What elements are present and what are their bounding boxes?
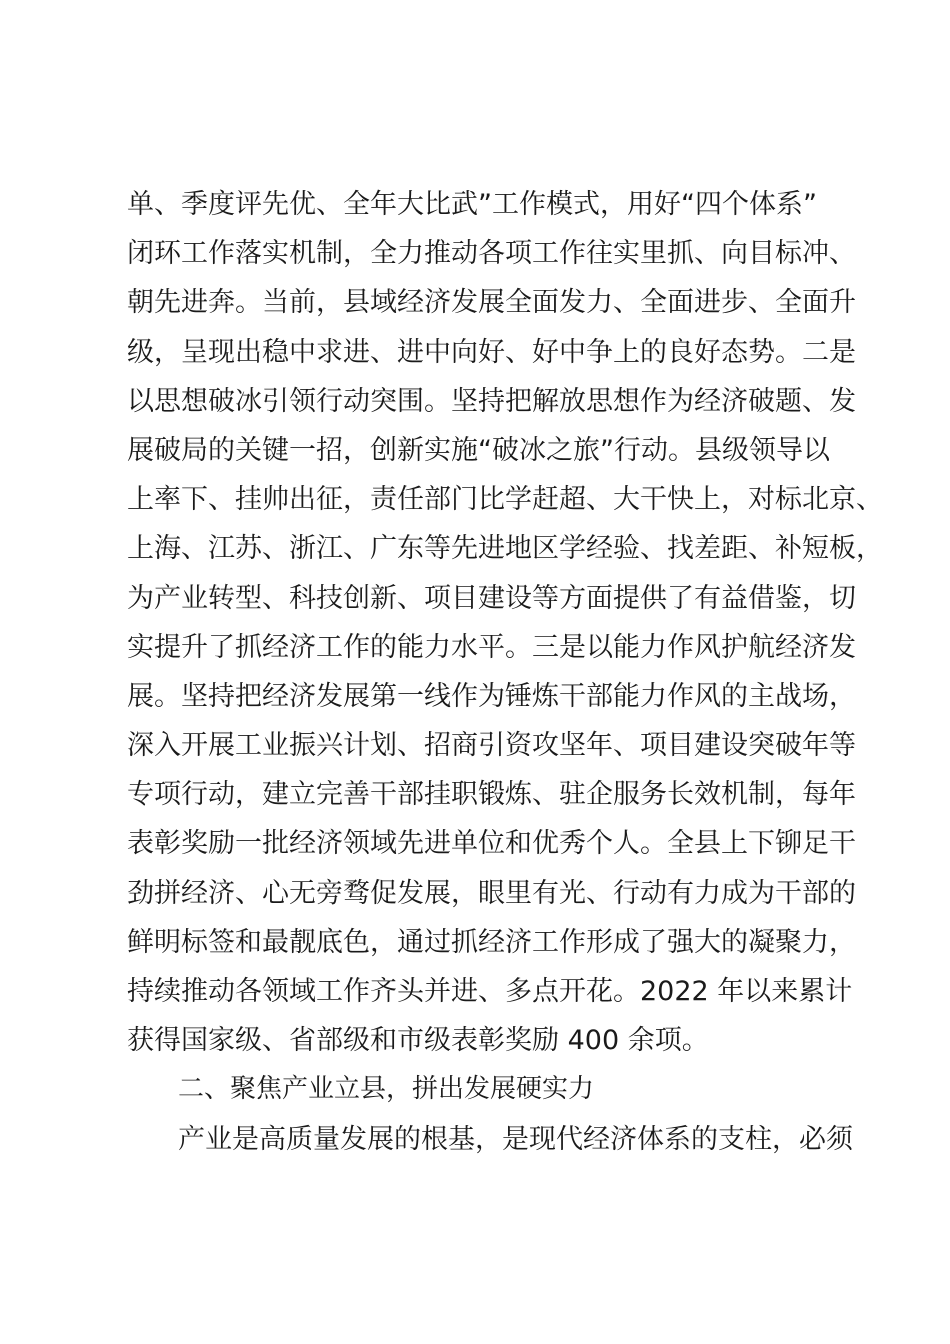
text-line: 获得国家级、省部级和市级表彰奖励 400 余项。: [127, 1025, 709, 1057]
paragraph-first-line: 产业是高质量发展的根基，是现代经济体系的支柱，必须: [178, 1123, 853, 1155]
text-line: 持续推动各领域工作齐头并进、多点开花。2022 年以来累计: [127, 976, 853, 1007]
text-line: 展破局的关键一招，创新实施“破冰之旅”行动。县级领导以: [127, 434, 830, 466]
text-line: 劲拼经济、心无旁骛促发展，眼里有光、行动有力成为干部的: [127, 877, 856, 909]
text-line: 为产业转型、科技创新、项目建设等方面提供了有益借鉴，切: [127, 582, 856, 614]
text-line: 实提升了抓经济工作的能力水平。三是以能力作风护航经济发: [127, 631, 856, 663]
text-line: 深入开展工业振兴计划、招商引资攻坚年、项目建设突破年等: [127, 730, 856, 762]
text-line: 以思想破冰引领行动突围。坚持把解放思想作为经济破题、发: [127, 385, 856, 417]
text-line: 闭环工作落实机制，全力推动各项工作往实里抓、向目标冲、: [127, 238, 856, 270]
text-line: 单、季度评先优、全年大比武”工作模式，用好“四个体系”: [127, 189, 817, 220]
text-line: 鲜明标签和最靓底色，通过抓经济工作形成了强大的凝聚力，: [127, 926, 856, 958]
text-line: 专项行动，建立完善干部挂职锻炼、驻企服务长效机制，每年: [127, 779, 856, 811]
text-line: 展。坚持把经济发展第一线作为锤炼干部能力作风的主战场，: [127, 680, 856, 712]
body-text: [127, 180, 883, 1164]
text-line: 表彰奖励一批经济领域先进单位和优秀个人。全县上下铆足干: [127, 828, 856, 860]
section-heading: 二、聚焦产业立县，拼出发展硬实力: [178, 1074, 595, 1105]
text-line: 朝先进奔。当前，县域经济发展全面发力、全面进步、全面升: [127, 287, 856, 319]
text-line: 上率下、挂帅出征，责任部门比学赶超、大干快上，对标北京、: [127, 484, 883, 516]
text-line: 上海、江苏、浙江、广东等先进地区学经验、找差距、补短板，: [127, 533, 883, 565]
text-line: 级，呈现出稳中求进、进中向好、好中争上的良好态势。二是: [127, 336, 856, 368]
